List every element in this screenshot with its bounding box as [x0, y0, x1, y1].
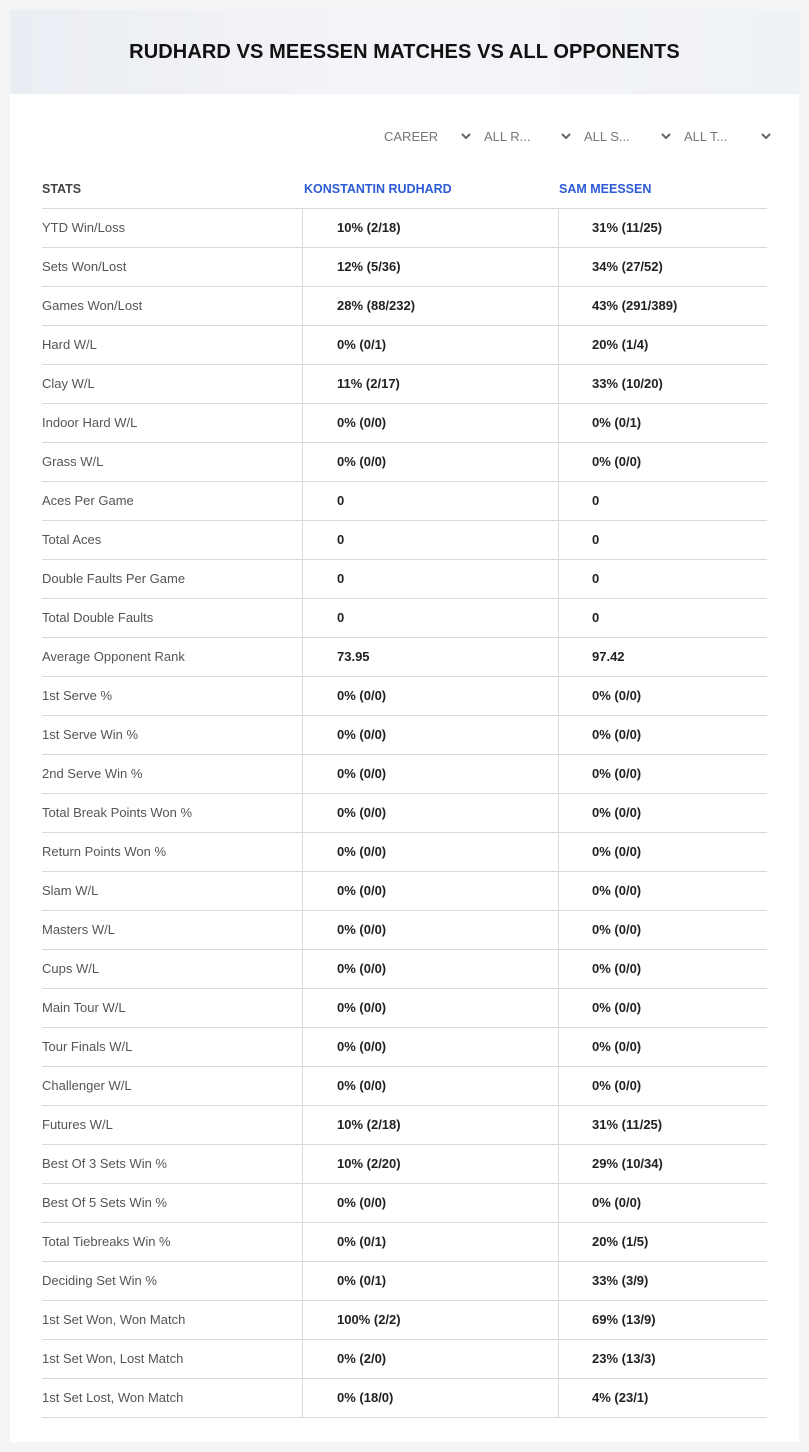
player1-stat-value: 0% (0/0) — [304, 677, 559, 715]
table-row — [42, 1301, 767, 1340]
player2-stat-value: 29% (10/34) — [592, 1156, 663, 1171]
stat-label: Main Tour W/L — [42, 989, 303, 1027]
stat-label: Cups W/L — [42, 950, 303, 988]
chevron-down-icon — [460, 130, 472, 142]
table-row — [42, 1028, 767, 1067]
stat-label: Indoor Hard W/L — [42, 404, 303, 442]
stat-label: Best Of 3 Sets Win % — [42, 1145, 303, 1183]
player1-stat-value: 0% (0/0) — [304, 443, 559, 481]
chevron-down-icon — [760, 130, 772, 142]
player2-stat-value: 69% (13/9) — [592, 1312, 656, 1327]
player1-stat-value: 0% (0/0) — [304, 911, 559, 949]
player1-stat-value: 0% (0/0) — [304, 1067, 559, 1105]
player1-stat-value: 0% (0/0) — [304, 755, 559, 793]
table-row — [42, 560, 767, 599]
player1-stat-value: 11% (2/17) — [304, 365, 559, 403]
stat-label: Return Points Won % — [42, 833, 303, 871]
stat-label: Total Break Points Won % — [42, 794, 303, 832]
stats-column-header: STATS — [42, 182, 82, 196]
player2-stat-value: 31% (11/25) — [592, 1117, 663, 1132]
table-row — [42, 1145, 767, 1184]
player2-stat-value: 34% (27/52) — [592, 259, 663, 274]
player2-stat-value: 0 — [592, 571, 600, 586]
stat-label: Futures W/L — [42, 1106, 303, 1144]
table-row — [42, 638, 767, 677]
player2-stat-value: 23% (13/3) — [592, 1351, 656, 1366]
player2-stat-value: 0 — [592, 610, 600, 625]
table-row — [42, 794, 767, 833]
table-row — [42, 1379, 767, 1418]
stat-label: Total Aces — [42, 521, 303, 559]
player1-stat-value: 0 — [304, 521, 559, 559]
player2-stat-value: 20% (1/4) — [592, 337, 649, 352]
table-row — [42, 1067, 767, 1106]
player1-stat-value: 0% (0/0) — [304, 1184, 559, 1222]
player2-stat-value: 33% (3/9) — [592, 1273, 649, 1288]
table-row — [42, 872, 767, 911]
player2-stat-value: 0% (0/0) — [592, 766, 642, 781]
page-title: RUDHARD VS MEESSEN MATCHES VS ALL OPPONENTS — [129, 40, 680, 63]
table-row — [42, 209, 767, 248]
player1-stat-value: 28% (88/232) — [304, 287, 559, 325]
player1-column-header[interactable]: KONSTANTIN RUDHARD — [304, 182, 452, 196]
player2-stat-value: 0% (0/1) — [592, 415, 642, 430]
player1-stat-value: 10% (2/20) — [304, 1145, 559, 1183]
table-row — [42, 521, 767, 560]
player2-stat-value: 0 — [592, 493, 600, 508]
player2-stat-value: 97.42 — [592, 649, 625, 664]
player2-stat-value: 0% (0/0) — [592, 961, 642, 976]
player1-stat-value: 12% (5/36) — [304, 248, 559, 286]
player1-stat-value: 0% (0/0) — [304, 872, 559, 910]
player1-stat-value: 0% (0/0) — [304, 833, 559, 871]
player1-stat-value: 0% (2/0) — [304, 1340, 559, 1378]
table-row — [42, 404, 767, 443]
table-row — [42, 677, 767, 716]
player2-stat-value: 0% (0/0) — [592, 844, 642, 859]
stat-label: YTD Win/Loss — [42, 209, 303, 247]
player1-stat-value: 0 — [304, 560, 559, 598]
table-row — [42, 755, 767, 794]
stat-label: 1st Serve Win % — [42, 716, 303, 754]
player1-stat-value: 0% (0/0) — [304, 716, 559, 754]
table-row — [42, 989, 767, 1028]
player2-stat-value: 4% (23/1) — [592, 1390, 649, 1405]
player2-stat-value: 0% (0/0) — [592, 1000, 642, 1015]
player2-stat-value: 0% (0/0) — [592, 883, 642, 898]
stat-label: Total Double Faults — [42, 599, 303, 637]
card-header — [10, 10, 799, 94]
table-row — [42, 599, 767, 638]
table-row — [42, 950, 767, 989]
player1-stat-value: 10% (2/18) — [304, 1106, 559, 1144]
stat-label: Slam W/L — [42, 872, 303, 910]
table-header — [42, 170, 767, 208]
table-row — [42, 1106, 767, 1145]
stat-label: 1st Serve % — [42, 677, 303, 715]
player2-stat-value: 0% (0/0) — [592, 922, 642, 937]
table-row — [42, 1223, 767, 1262]
player1-stat-value: 0% (18/0) — [304, 1379, 559, 1417]
player1-stat-value: 0% (0/1) — [304, 1223, 559, 1261]
stat-label: 1st Set Won, Lost Match — [42, 1340, 303, 1378]
table-row — [42, 1262, 767, 1301]
player2-stat-value: 0% (0/0) — [592, 1039, 642, 1054]
stat-label: Sets Won/Lost — [42, 248, 303, 286]
stat-label: 1st Set Lost, Won Match — [42, 1379, 303, 1417]
stat-label: Challenger W/L — [42, 1067, 303, 1105]
player2-stat-value: 0% (0/0) — [592, 805, 642, 820]
table-row — [42, 287, 767, 326]
stat-label: Double Faults Per Game — [42, 560, 303, 598]
filter-select-0[interactable] — [384, 124, 484, 148]
table-row — [42, 1184, 767, 1223]
table-row — [42, 833, 767, 872]
table-row — [42, 716, 767, 755]
player2-stat-value: 20% (1/5) — [592, 1234, 649, 1249]
player1-stat-value: 73.95 — [304, 638, 559, 676]
stat-label: Total Tiebreaks Win % — [42, 1223, 303, 1261]
stat-label: Grass W/L — [42, 443, 303, 481]
stat-label: Masters W/L — [42, 911, 303, 949]
stats-card — [10, 10, 799, 1442]
stat-label: 1st Set Won, Won Match — [42, 1301, 303, 1339]
chevron-down-icon — [560, 130, 572, 142]
filter-label: CAREER — [384, 128, 439, 144]
filter-select-3[interactable] — [684, 124, 784, 148]
stat-label: Average Opponent Rank — [42, 638, 303, 676]
filter-label: ALL R... — [484, 128, 531, 144]
table-row — [42, 482, 767, 521]
filter-label: ALL T... — [684, 128, 728, 144]
player1-stat-value: 0% (0/1) — [304, 326, 559, 364]
player2-stat-value: 31% (11/25) — [592, 220, 663, 235]
player2-stat-value: 0% (0/0) — [592, 727, 642, 742]
player1-stat-value: 0% (0/0) — [304, 1028, 559, 1066]
player2-stat-value: 0% (0/0) — [592, 454, 642, 469]
stat-label: 2nd Serve Win % — [42, 755, 303, 793]
player1-stat-value: 0 — [304, 482, 559, 520]
table-row — [42, 911, 767, 950]
stat-label: Tour Finals W/L — [42, 1028, 303, 1066]
table-row — [42, 248, 767, 287]
player1-stat-value: 10% (2/18) — [304, 209, 559, 247]
player2-stat-value: 43% (291/389) — [592, 298, 678, 313]
table-row — [42, 365, 767, 404]
stat-label: Hard W/L — [42, 326, 303, 364]
player1-stat-value: 0 — [304, 599, 559, 637]
stat-label: Best Of 5 Sets Win % — [42, 1184, 303, 1222]
stat-label: Clay W/L — [42, 365, 303, 403]
filter-label: ALL S... — [584, 128, 630, 144]
chevron-down-icon — [660, 130, 672, 142]
player1-stat-value: 0% (0/0) — [304, 794, 559, 832]
player2-stat-value: 0% (0/0) — [592, 1195, 642, 1210]
player1-stat-value: 100% (2/2) — [304, 1301, 559, 1339]
table-row — [42, 1340, 767, 1379]
player2-stat-value: 33% (10/20) — [592, 376, 663, 391]
filter-bar — [384, 124, 784, 148]
player2-stat-value: 0% (0/0) — [592, 688, 642, 703]
stats-table — [42, 208, 767, 1418]
stat-label: Games Won/Lost — [42, 287, 303, 325]
player2-stat-value: 0% (0/0) — [592, 1078, 642, 1093]
player2-column-header[interactable]: SAM MEESSEN — [559, 182, 652, 196]
table-row — [42, 326, 767, 365]
stat-label: Deciding Set Win % — [42, 1262, 303, 1300]
filter-select-1[interactable] — [484, 124, 584, 148]
player1-stat-value: 0% (0/0) — [304, 404, 559, 442]
table-row — [42, 443, 767, 482]
player1-stat-value: 0% (0/0) — [304, 989, 559, 1027]
stat-label: Aces Per Game — [42, 482, 303, 520]
player1-stat-value: 0% (0/0) — [304, 950, 559, 988]
filter-select-2[interactable] — [584, 124, 684, 148]
player2-stat-value: 0 — [592, 532, 600, 547]
player1-stat-value: 0% (0/1) — [304, 1262, 559, 1300]
